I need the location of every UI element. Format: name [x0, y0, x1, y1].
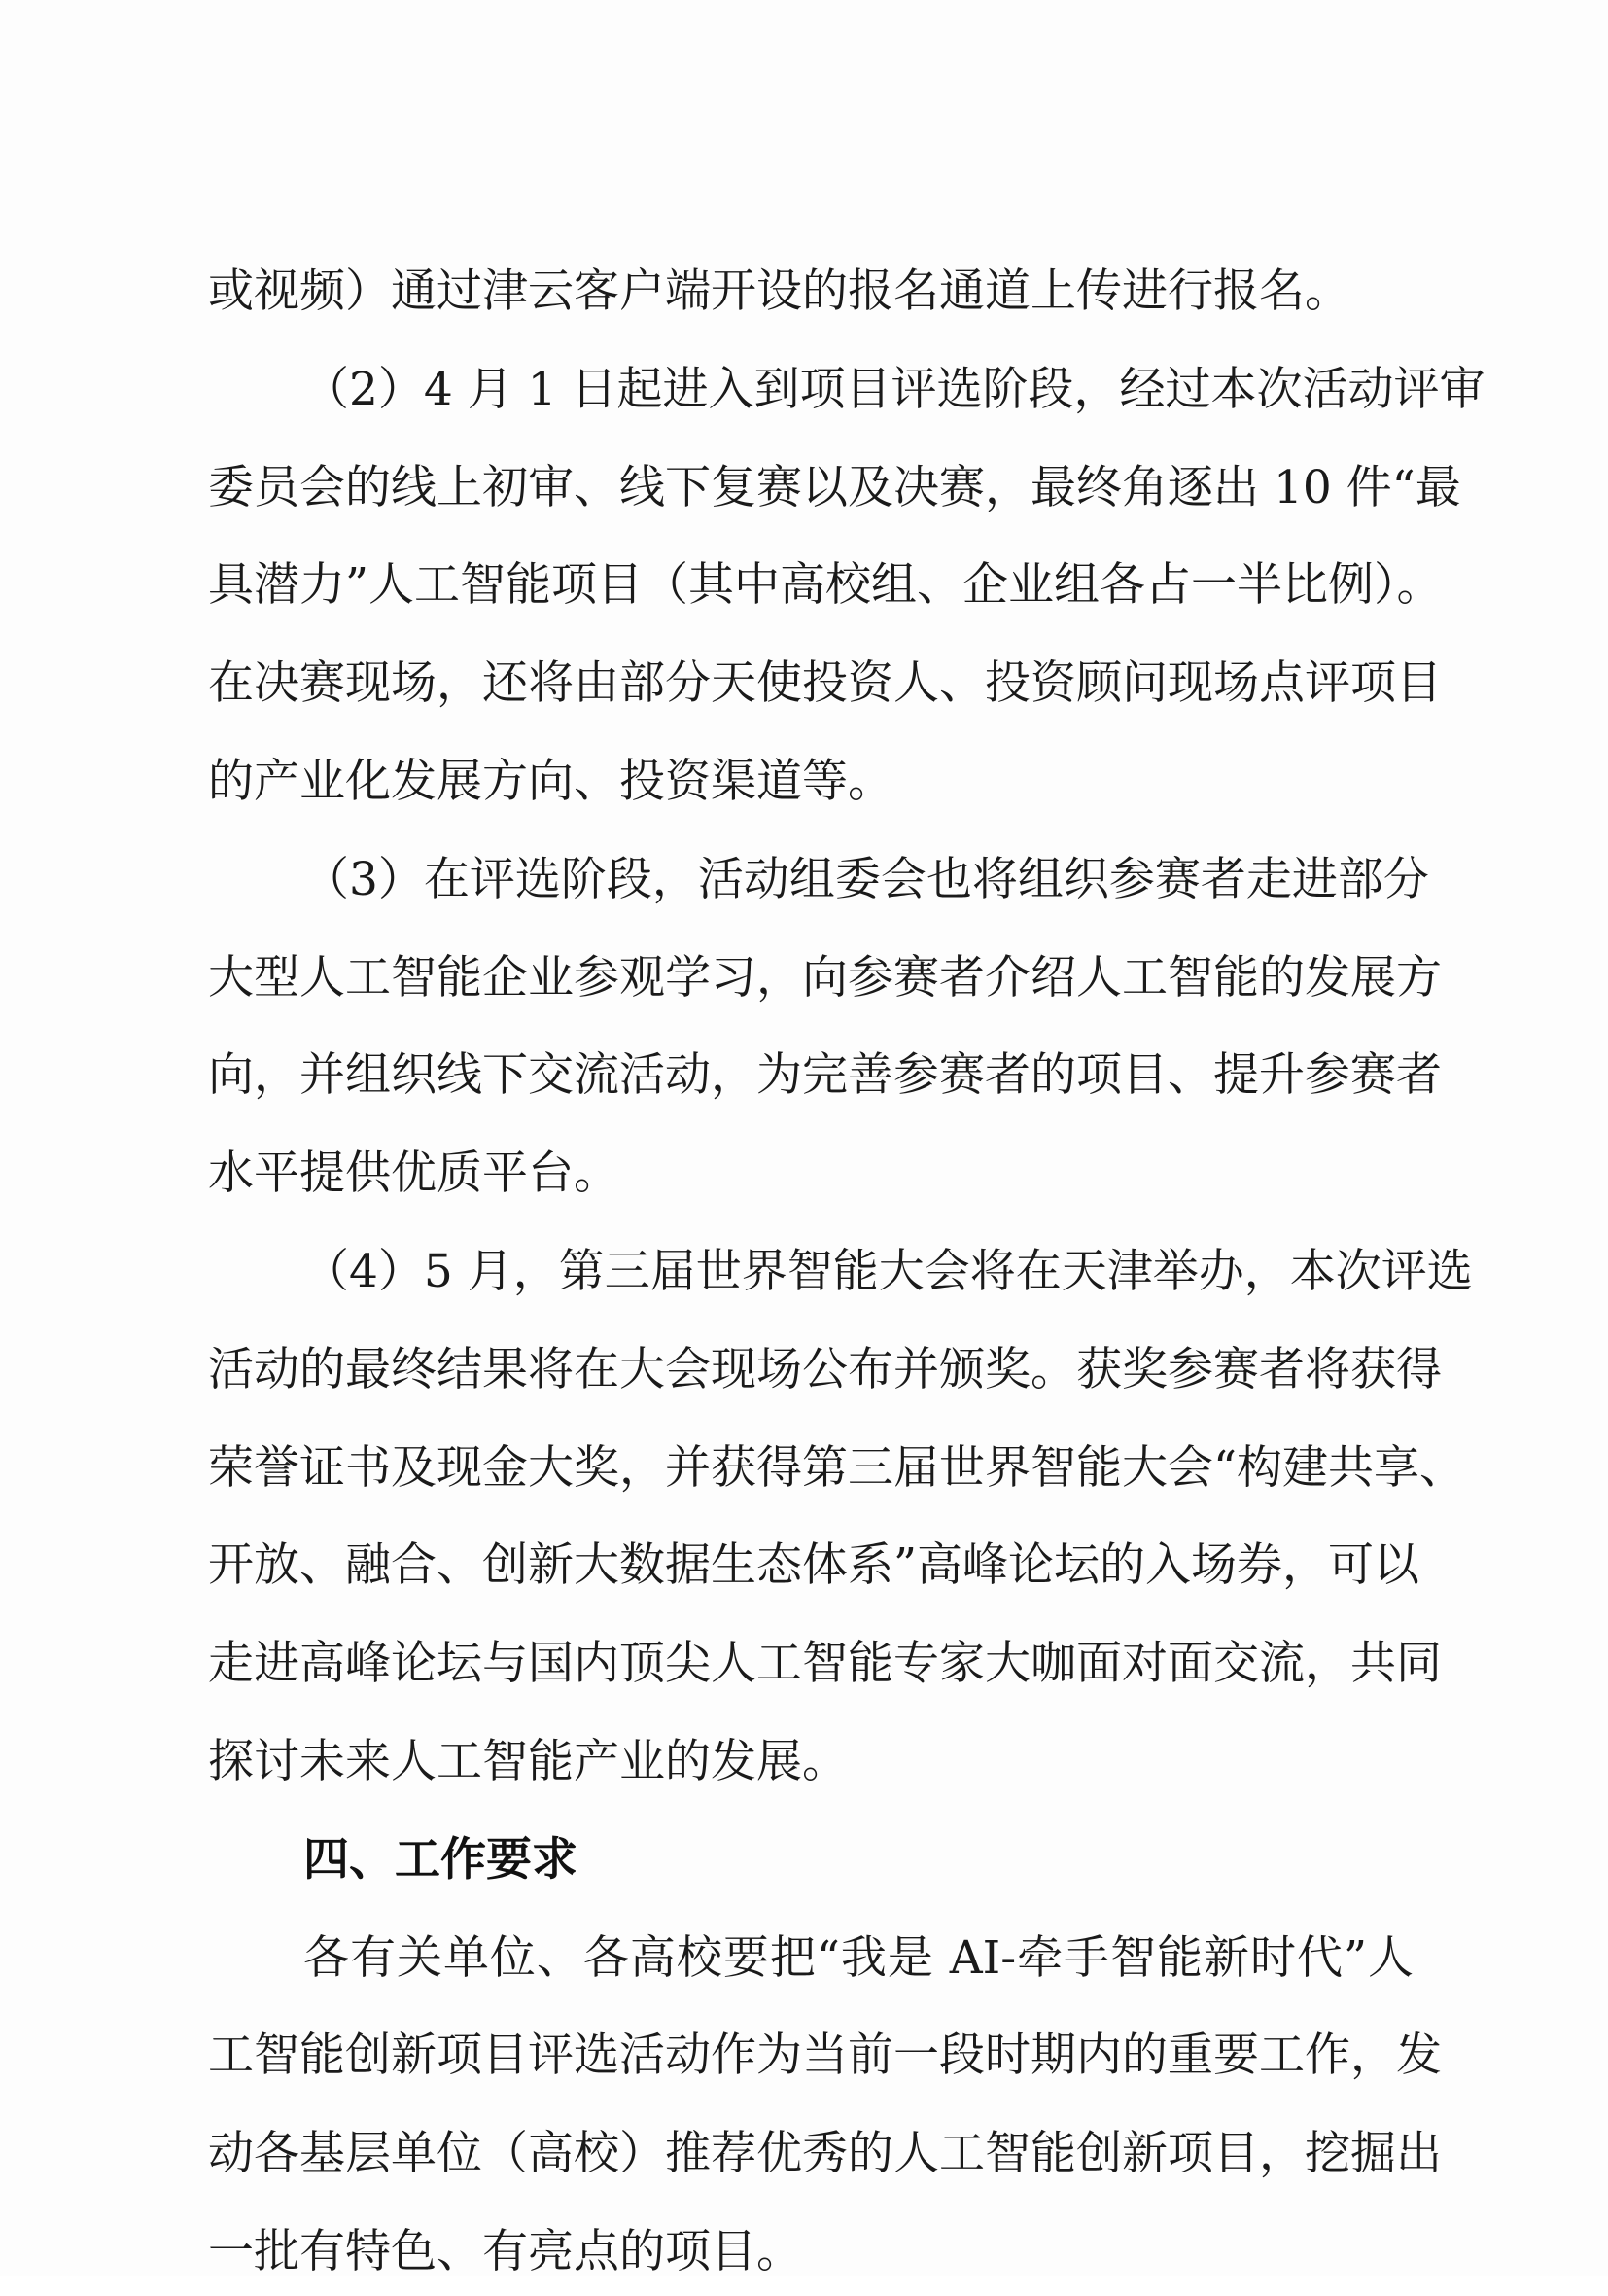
text-line: 动各基层单位（高校）推荐优秀的人工智能创新项目，挖掘出: [208, 2127, 1442, 2181]
text-line: 向，并组织线下交流活动，为完善参赛者的项目、提升参赛者: [208, 1048, 1442, 1103]
text-line: （3）在评选阶段，活动组委会也将组织参赛者走进部分: [303, 852, 1429, 906]
text-line: 在决赛现场，还将由部分天使投资人、投资顾问现场点评项目: [208, 656, 1442, 711]
text-line: 走进高峰论坛与国内顶尖人工智能专家大咖面对面交流，共同: [208, 1637, 1442, 1691]
text-line: 水平提供优质平台。: [208, 1147, 619, 1201]
text-line: 开放、融合、创新大数据生态体系”高峰论坛的入场券，可以: [208, 1538, 1420, 1593]
text-line: 各有关单位、各高校要把“我是 AI-牵手智能新时代”人: [303, 1930, 1414, 1985]
section-heading: 四、工作要求: [303, 1832, 577, 1887]
text-line: 具潜力”人工智能项目（其中高校组、企业组各占一半比例）。: [208, 558, 1443, 613]
text-line: 活动的最终结果将在大会现场公布并颁奖。获奖参赛者将获得: [208, 1342, 1442, 1396]
text-line: 的产业化发展方向、投资渠道等。: [208, 755, 893, 808]
text-line: 工智能创新项目评选活动作为当前一段时期内的重要工作，发: [208, 2029, 1442, 2083]
text-line: 探讨未来人工智能产业的发展。: [208, 1735, 848, 1788]
text-line: （2）4 月 1 日起进入到项目评选阶段，经过本次活动评审: [303, 362, 1486, 416]
text-line: 委员会的线上初审、线下复赛以及决赛，最终角逐出 10 件“最: [208, 460, 1461, 514]
text-line: 一批有特色、有亮点的项目。: [208, 2225, 802, 2278]
text-line: （4）5 月，第三届世界智能大会将在天津举办，本次评选: [303, 1245, 1473, 1298]
text-line: 大型人工智能企业参观学习，向参赛者介绍人工智能的发展方: [208, 950, 1442, 1005]
text-line: 或视频）通过津云客户端开设的报名通道上传进行报名。: [208, 265, 1350, 318]
text-line: 荣誉证书及现金大奖，并获得第三届世界智能大会“构建共享、: [208, 1440, 1466, 1495]
